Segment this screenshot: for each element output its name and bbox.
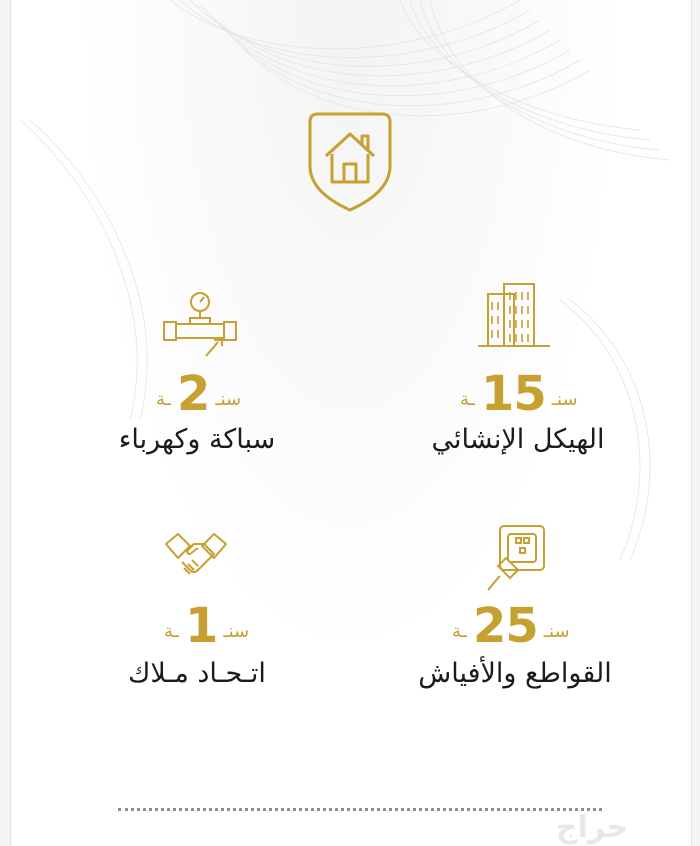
watermark: حراج xyxy=(556,810,629,845)
unit-suffix: ـة xyxy=(452,621,467,642)
pipe-valve-icon xyxy=(162,290,238,358)
unit-prefix: سنـ xyxy=(215,389,242,410)
unit-suffix: ـة xyxy=(164,621,179,642)
unit-prefix: سنـ xyxy=(543,621,570,642)
unit-suffix: ـة xyxy=(460,389,475,410)
label-structure: الهيكل الإنشائي xyxy=(431,424,605,455)
socket-plug-icon xyxy=(484,524,548,592)
years-owners xyxy=(164,598,250,654)
unit-prefix: سنـ xyxy=(551,389,578,410)
dotted-divider xyxy=(118,808,602,811)
years-value: 1 xyxy=(184,598,218,654)
shield-house-icon xyxy=(304,110,396,214)
years-switches xyxy=(452,598,570,654)
building-icon xyxy=(478,280,550,350)
years-value: 15 xyxy=(480,366,546,422)
unit-suffix: ـة xyxy=(156,389,171,410)
handshake-icon xyxy=(164,530,228,586)
unit-prefix: سنـ xyxy=(223,621,250,642)
years-plumbing xyxy=(156,366,242,422)
years-structure xyxy=(460,366,578,422)
years-value: 25 xyxy=(472,598,538,654)
label-owners: اتـحـاد مـلاك xyxy=(128,658,266,689)
years-value: 2 xyxy=(176,366,210,422)
label-plumbing: سباكة وكهرباء xyxy=(118,424,276,455)
label-switches: القواطع والأفياش xyxy=(418,658,612,689)
